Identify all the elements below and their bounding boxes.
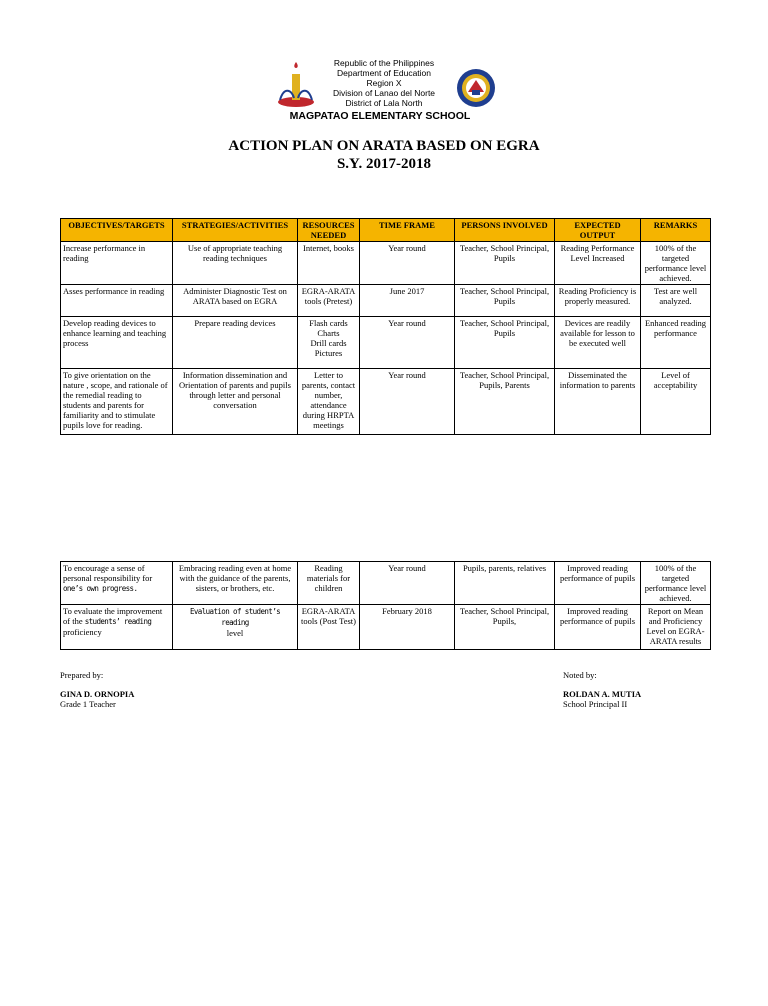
strategy-cell: Prepare reading devices <box>173 317 298 369</box>
column-header: REMARKS <box>641 219 711 242</box>
column-header: TIME FRAME <box>360 219 455 242</box>
objective-cell: To give orientation on the nature , scope, and rationale of the remedial reading to students and parents for familiarity and to stimulate pupils love for reading. <box>61 369 173 435</box>
letterhead-line: Region X <box>366 78 402 88</box>
strategy-highlight: Evaluation of student’s reading <box>189 607 281 627</box>
strategy-cell: Information dissemination and Orientation of parents and pupils through letter and personal conversation <box>173 369 298 435</box>
remarks-cell: Report on Mean and Proficiency Level on EGRA-ARATA results <box>641 605 711 650</box>
column-header: RESOURCES NEEDED <box>298 219 360 242</box>
prepared-by-block <box>60 689 134 709</box>
remarks-cell: Enhanced reading performance <box>641 317 711 369</box>
prepared-by-name: GINA D. ORNOPIA <box>60 689 135 699</box>
remarks-cell: 100% of the targeted performance level achieved. <box>641 562 711 605</box>
document-title <box>0 137 768 173</box>
noted-by-block <box>563 689 641 709</box>
action-plan-table <box>60 218 711 435</box>
noted-by-label: Noted by: <box>563 670 597 680</box>
table-row <box>61 242 711 285</box>
strategy-cell: Use of appropriate teaching reading techniques <box>173 242 298 285</box>
strategy-cell <box>173 605 298 650</box>
noted-by-title: School Principal II <box>563 699 628 709</box>
letterhead <box>0 58 768 128</box>
table-row <box>61 369 711 435</box>
prepared-by-title: Grade 1 Teacher <box>60 699 116 709</box>
table-header-row <box>61 219 711 242</box>
letterhead-line: Division of Lanao del Norte <box>332 88 436 98</box>
title-line-2: S.Y. 2017-2018 <box>336 156 432 172</box>
persons-cell: Pupils, parents, relatives <box>455 562 555 605</box>
letterhead-lines <box>300 58 468 108</box>
resources-cell: EGRA-ARATA tools (Pretest) <box>298 285 360 317</box>
persons-cell: Teacher, School Principal, Pupils, Parents <box>455 369 555 435</box>
column-header: OBJECTIVES/TARGETS <box>61 219 173 242</box>
strategy-cell: Administer Diagnostic Test on ARATA based on EGRA <box>173 285 298 317</box>
output-cell: Devices are readily available for lesson to be executed well <box>555 317 641 369</box>
objective-cell <box>61 605 173 650</box>
persons-cell: Teacher, School Principal, Pupils <box>455 242 555 285</box>
remarks-cell: Level of acceptability <box>641 369 711 435</box>
objective-text: To encourage a sense of personal responsibility for <box>63 563 153 583</box>
time-frame-cell: Year round <box>360 369 455 435</box>
resources-cell: EGRA-ARATA tools (Post Test) <box>298 605 360 650</box>
prepared-by-label: Prepared by: <box>60 670 104 680</box>
time-frame-cell: Year round <box>360 562 455 605</box>
strategy-cell: Embracing reading even at home with the guidance of the parents, sisters, or brothers, etc. <box>173 562 298 605</box>
remarks-cell: Test are well analyzed. <box>641 285 711 317</box>
resources-cell: Letter to parents, contact number, attendance during HRPTA meetings <box>298 369 360 435</box>
resources-cell: Internet, books <box>298 242 360 285</box>
objective-highlight: one’s own progress. <box>63 584 138 593</box>
objective-highlight: students’ reading <box>84 617 152 626</box>
column-header: STRATEGIES/ACTIVITIES <box>173 219 298 242</box>
resources-cell: Flash cards Charts Drill cards Pictures <box>298 317 360 369</box>
table-row <box>61 562 711 605</box>
column-header: PERSONS INVOLVED <box>455 219 555 242</box>
output-cell: Reading Performance Level Increased <box>555 242 641 285</box>
table-row <box>61 605 711 650</box>
table-row <box>61 285 711 317</box>
persons-cell: Teacher, School Principal, Pupils <box>455 317 555 369</box>
strategy-tail: level <box>226 628 244 638</box>
time-frame-cell: June 2017 <box>360 285 455 317</box>
persons-cell: Teacher, School Principal, Pupils <box>455 285 555 317</box>
noted-by-name: ROLDAN A. MUTIA <box>563 689 642 699</box>
time-frame-cell: Year round <box>360 317 455 369</box>
letterhead-line: Department of Education <box>336 68 432 78</box>
objective-text: To evaluate the improvement of the <box>63 606 163 626</box>
time-frame-cell: February 2018 <box>360 605 455 650</box>
letterhead-line: Republic of the Philippines <box>333 58 435 68</box>
objective-tail: proficiency <box>63 627 102 637</box>
title-line-1: ACTION PLAN ON ARATA BASED ON EGRA <box>228 138 540 154</box>
action-plan-table-continued <box>60 561 711 650</box>
objective-cell: Increase performance in reading <box>61 242 173 285</box>
objective-cell <box>61 562 173 605</box>
objective-cell: Develop reading devices to enhance learning and teaching process <box>61 317 173 369</box>
school-name: MAGPATAO ELEMENTARY SCHOOL <box>289 110 471 122</box>
output-cell: Improved reading performance of pupils <box>555 605 641 650</box>
output-cell: Improved reading performance of pupils <box>555 562 641 605</box>
letterhead-line: District of Lala North <box>345 98 423 108</box>
persons-cell: Teacher, School Principal, Pupils, <box>455 605 555 650</box>
time-frame-cell: Year round <box>360 242 455 285</box>
output-cell: Disseminated the information to parents <box>555 369 641 435</box>
output-cell: Reading Proficiency is properly measured. <box>555 285 641 317</box>
remarks-cell: 100% of the targeted performance level achieved. <box>641 242 711 285</box>
division-seal-icon <box>456 68 496 108</box>
objective-cell: Asses performance in reading <box>61 285 173 317</box>
resources-cell: Reading materials for children <box>298 562 360 605</box>
table-row <box>61 317 711 369</box>
column-header: EXPECTED OUTPUT <box>555 219 641 242</box>
